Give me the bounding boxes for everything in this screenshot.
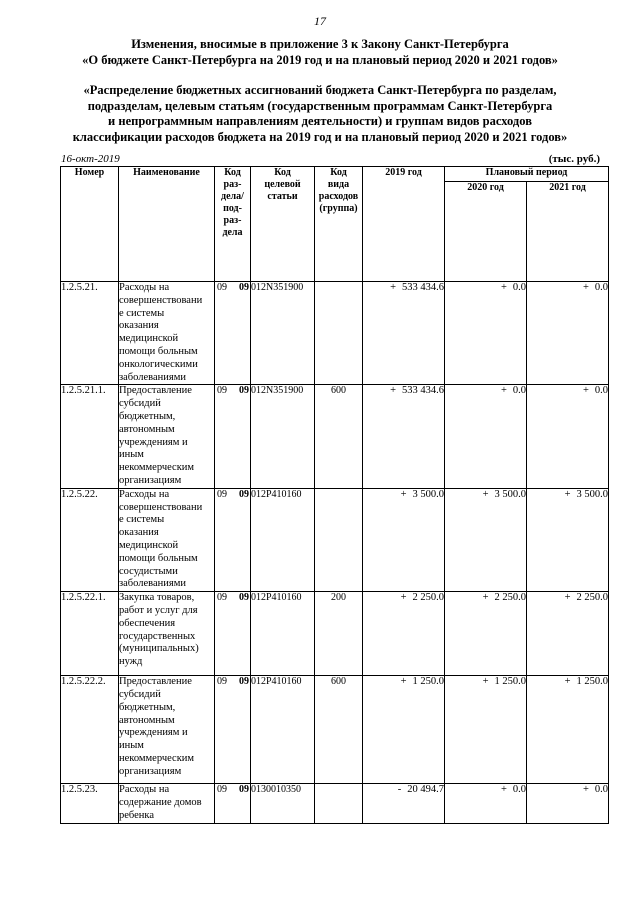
row-name-line: е системы — [119, 307, 165, 319]
row-value-2021 — [527, 282, 609, 385]
table-row — [61, 385, 609, 488]
row-name-line: Закупка товаров, — [119, 592, 195, 604]
row-name-line: помощи больным — [119, 345, 198, 357]
row-value-2020 — [445, 488, 527, 591]
row-section-code — [215, 488, 251, 591]
value-sign: + — [582, 385, 589, 397]
row-name-line: Предоставление — [119, 385, 192, 397]
header-target-code — [251, 167, 315, 282]
value-amount: 533 434.6 — [402, 282, 444, 293]
row-section-code — [215, 676, 251, 784]
row-name-line: оказания — [119, 527, 159, 539]
header-text: под- — [223, 203, 242, 214]
row-name-line: медицинской — [119, 539, 179, 551]
row-name-line: организациям — [119, 765, 182, 777]
row-name — [119, 784, 215, 824]
value-sign: + — [390, 385, 396, 397]
row-number: 1.2.5.22. — [61, 488, 119, 591]
value-amount: 3 500.0 — [576, 488, 609, 500]
row-group-code: 200 — [315, 592, 363, 676]
row-value-2019 — [363, 385, 445, 488]
row-name-line: автономным — [119, 714, 175, 726]
subtitle-line: «Распределение бюджетных ассигнований бюджета Санкт-Петербурга по разделам, — [83, 83, 557, 97]
budget-table — [60, 166, 609, 824]
row-group-code — [315, 282, 363, 385]
value-sign: + — [564, 488, 571, 500]
row-value-2019 — [363, 784, 445, 824]
row-name-line: Расходы на — [119, 282, 170, 293]
row-name-line: Расходы на — [119, 488, 170, 500]
header-text: дела — [222, 227, 243, 238]
table-body — [61, 282, 609, 824]
header-row — [61, 167, 609, 182]
header-text: вида — [327, 179, 350, 190]
row-value-2021 — [527, 592, 609, 676]
title-line: «О бюджете Санкт-Петербурга на 2019 год и на плановый период 2020 и 2021 годов» — [82, 53, 558, 67]
units-label: (тыс. руб.) — [548, 153, 600, 165]
header-section-code — [215, 167, 251, 282]
section-code: 09 — [217, 784, 227, 796]
value-sign: + — [482, 676, 489, 688]
row-target-code: 012P410160 — [251, 488, 315, 591]
value-sign: + — [564, 676, 571, 688]
value-amount: 2 250.0 — [576, 592, 609, 604]
row-value-2019 — [363, 282, 445, 385]
row-section-code — [215, 282, 251, 385]
header-text: Код — [224, 167, 241, 178]
row-name-line: совершенствовани — [119, 294, 203, 306]
value-amount: 533 434.6 — [402, 385, 444, 397]
row-name-line: работ и услуг для — [119, 604, 198, 616]
row-number: 1.2.5.21. — [61, 282, 119, 385]
value-sign: + — [482, 592, 489, 604]
row-name-line: Расходы на — [119, 784, 170, 796]
value-amount: 1 250.0 — [412, 676, 444, 688]
header-plan-period: Плановый период — [445, 167, 609, 182]
section-code: 09 — [217, 385, 227, 397]
row-name-line: заболеваниями — [119, 578, 186, 590]
row-number: 1.2.5.23. — [61, 784, 119, 824]
row-name-line: ребенка — [119, 809, 154, 821]
value-sign: + — [500, 385, 507, 397]
subtitle-line: классификации расходов бюджета на 2019 год и на плановый период 2020 и 2021 годов» — [72, 129, 568, 144]
section-code: 09 — [217, 592, 227, 604]
row-name — [119, 385, 215, 488]
header-2021: 2021 год — [527, 182, 609, 282]
row-name-line: онкологическими — [119, 358, 198, 370]
value-amount: 2 250.0 — [494, 592, 526, 604]
row-number: 1.2.5.22.2. — [61, 676, 119, 784]
value-amount: 1 250.0 — [494, 676, 526, 688]
value-amount: 1 250.0 — [576, 676, 609, 688]
value-sign: + — [482, 488, 489, 500]
table-row — [61, 592, 609, 676]
value-amount: 3 500.0 — [494, 488, 526, 500]
row-number: 1.2.5.21.1. — [61, 385, 119, 488]
subsection-code: 09 — [239, 784, 249, 796]
value-sign: + — [500, 784, 507, 796]
value-sign: + — [390, 282, 396, 293]
row-target-code: 012P410160 — [251, 676, 315, 784]
header-text: раз- — [223, 215, 242, 226]
row-section-code — [215, 385, 251, 488]
value-amount: 0.0 — [594, 282, 609, 293]
row-name-line: учреждениям и — [119, 727, 188, 739]
row-name-line: некоммерческим — [119, 752, 195, 764]
row-name-line: сосудистыми — [119, 565, 178, 577]
row-group-code: 600 — [315, 385, 363, 488]
document-title — [40, 36, 600, 68]
row-group-code — [315, 488, 363, 591]
row-name-line: медицинской — [119, 333, 179, 345]
header-text: Код — [274, 167, 291, 178]
row-name-line: бюджетным, — [119, 410, 176, 422]
row-name-line: некоммерческим — [119, 462, 195, 474]
row-value-2020 — [445, 784, 527, 824]
row-name — [119, 488, 215, 591]
table-row — [61, 282, 609, 385]
header-text: статьи — [267, 191, 298, 202]
header-group-code — [315, 167, 363, 282]
row-value-2020 — [445, 282, 527, 385]
row-target-code: 012N351900 — [251, 282, 315, 385]
value-amount: 0.0 — [512, 385, 526, 397]
document-subtitle — [40, 83, 600, 145]
row-name-line: субсидий — [119, 398, 161, 410]
row-name-line: субсидий — [119, 688, 161, 700]
row-name-line: организациям — [119, 474, 182, 486]
row-value-2019 — [363, 676, 445, 784]
table-row — [61, 676, 609, 784]
subsection-code: 09 — [239, 385, 249, 397]
value-amount: 0.0 — [594, 784, 609, 796]
row-value-2021 — [527, 385, 609, 488]
header-name: Наименование — [119, 167, 215, 282]
row-name-line: содержание домов — [119, 796, 202, 808]
row-name — [119, 282, 215, 385]
value-sign: + — [582, 282, 589, 293]
title-line: Изменения, вносимые в приложение 3 к Закону Санкт-Петербурга — [131, 37, 509, 51]
table-row — [61, 488, 609, 591]
row-name-line: Предоставление — [119, 676, 192, 688]
document-date: 16-окт-2019 — [61, 153, 120, 165]
row-name-line: бюджетным, — [119, 701, 176, 713]
row-value-2019 — [363, 488, 445, 591]
header-text: раз- — [223, 179, 242, 190]
row-value-2019 — [363, 592, 445, 676]
section-code: 09 — [217, 488, 227, 500]
row-name-line: оказания — [119, 320, 159, 332]
row-value-2020 — [445, 385, 527, 488]
value-amount: 0.0 — [512, 784, 526, 796]
value-sign: + — [400, 676, 407, 688]
header-text: целевой — [264, 179, 301, 190]
row-target-code: 012P410160 — [251, 592, 315, 676]
subsection-code: 09 — [239, 488, 249, 500]
subsection-code: 09 — [239, 676, 249, 688]
row-name — [119, 676, 215, 784]
value-amount: 2 250.0 — [412, 592, 444, 604]
value-sign: + — [582, 784, 589, 796]
header-text: дела/ — [221, 191, 244, 202]
row-name-line: государственных — [119, 630, 196, 642]
table-row — [61, 784, 609, 824]
row-name-line: автономным — [119, 423, 175, 435]
row-target-code: 0130010350 — [251, 784, 315, 824]
value-amount: 3 500.0 — [412, 488, 444, 500]
row-name-line: помощи больным — [119, 552, 198, 564]
row-name — [119, 592, 215, 676]
row-group-code — [315, 784, 363, 824]
row-value-2021 — [527, 488, 609, 591]
row-name-line: иным — [119, 740, 144, 752]
row-value-2020 — [445, 592, 527, 676]
row-name-line: заболеваниями — [119, 371, 186, 383]
row-value-2020 — [445, 676, 527, 784]
row-section-code — [215, 592, 251, 676]
row-number: 1.2.5.22.1. — [61, 592, 119, 676]
value-sign: + — [400, 592, 407, 604]
row-name-line: учреждениям и — [119, 436, 188, 448]
value-amount: 0.0 — [512, 282, 526, 293]
section-code: 09 — [217, 676, 227, 688]
value-sign: + — [500, 282, 507, 293]
page-number: 17 — [314, 14, 326, 28]
subsection-code: 09 — [239, 282, 249, 293]
header-text: расходов — [318, 191, 359, 202]
row-value-2021 — [527, 784, 609, 824]
header-text: (группа) — [319, 203, 358, 214]
row-name-line: иным — [119, 449, 144, 461]
subsection-code: 09 — [239, 592, 249, 604]
row-target-code: 012N351900 — [251, 385, 315, 488]
value-sign: + — [564, 592, 571, 604]
subtitle-line: и непрограммным направлениям деятельности) и группам видов расходов — [108, 114, 532, 128]
row-name-line: нужд — [119, 656, 143, 668]
header-number: Номер — [61, 167, 119, 282]
header-text: Код — [330, 167, 347, 178]
header-2019: 2019 год — [363, 167, 445, 282]
value-amount: 0.0 — [594, 385, 609, 397]
subtitle-line: подразделам, целевым статьям (государственным программам Санкт-Петербурга — [87, 98, 553, 113]
row-name-line: (муниципальных) — [119, 643, 199, 655]
value-sign: + — [400, 488, 407, 500]
row-value-2021 — [527, 676, 609, 784]
row-name-line: совершенствовани — [119, 501, 203, 513]
value-amount: 20 494.7 — [407, 784, 444, 796]
row-section-code — [215, 784, 251, 824]
value-sign: - — [397, 784, 402, 796]
row-name-line: обеспечения — [119, 617, 176, 629]
section-code: 09 — [217, 282, 227, 293]
row-group-code: 600 — [315, 676, 363, 784]
row-name-line: е системы — [119, 514, 165, 526]
header-2020: 2020 год — [445, 182, 527, 282]
